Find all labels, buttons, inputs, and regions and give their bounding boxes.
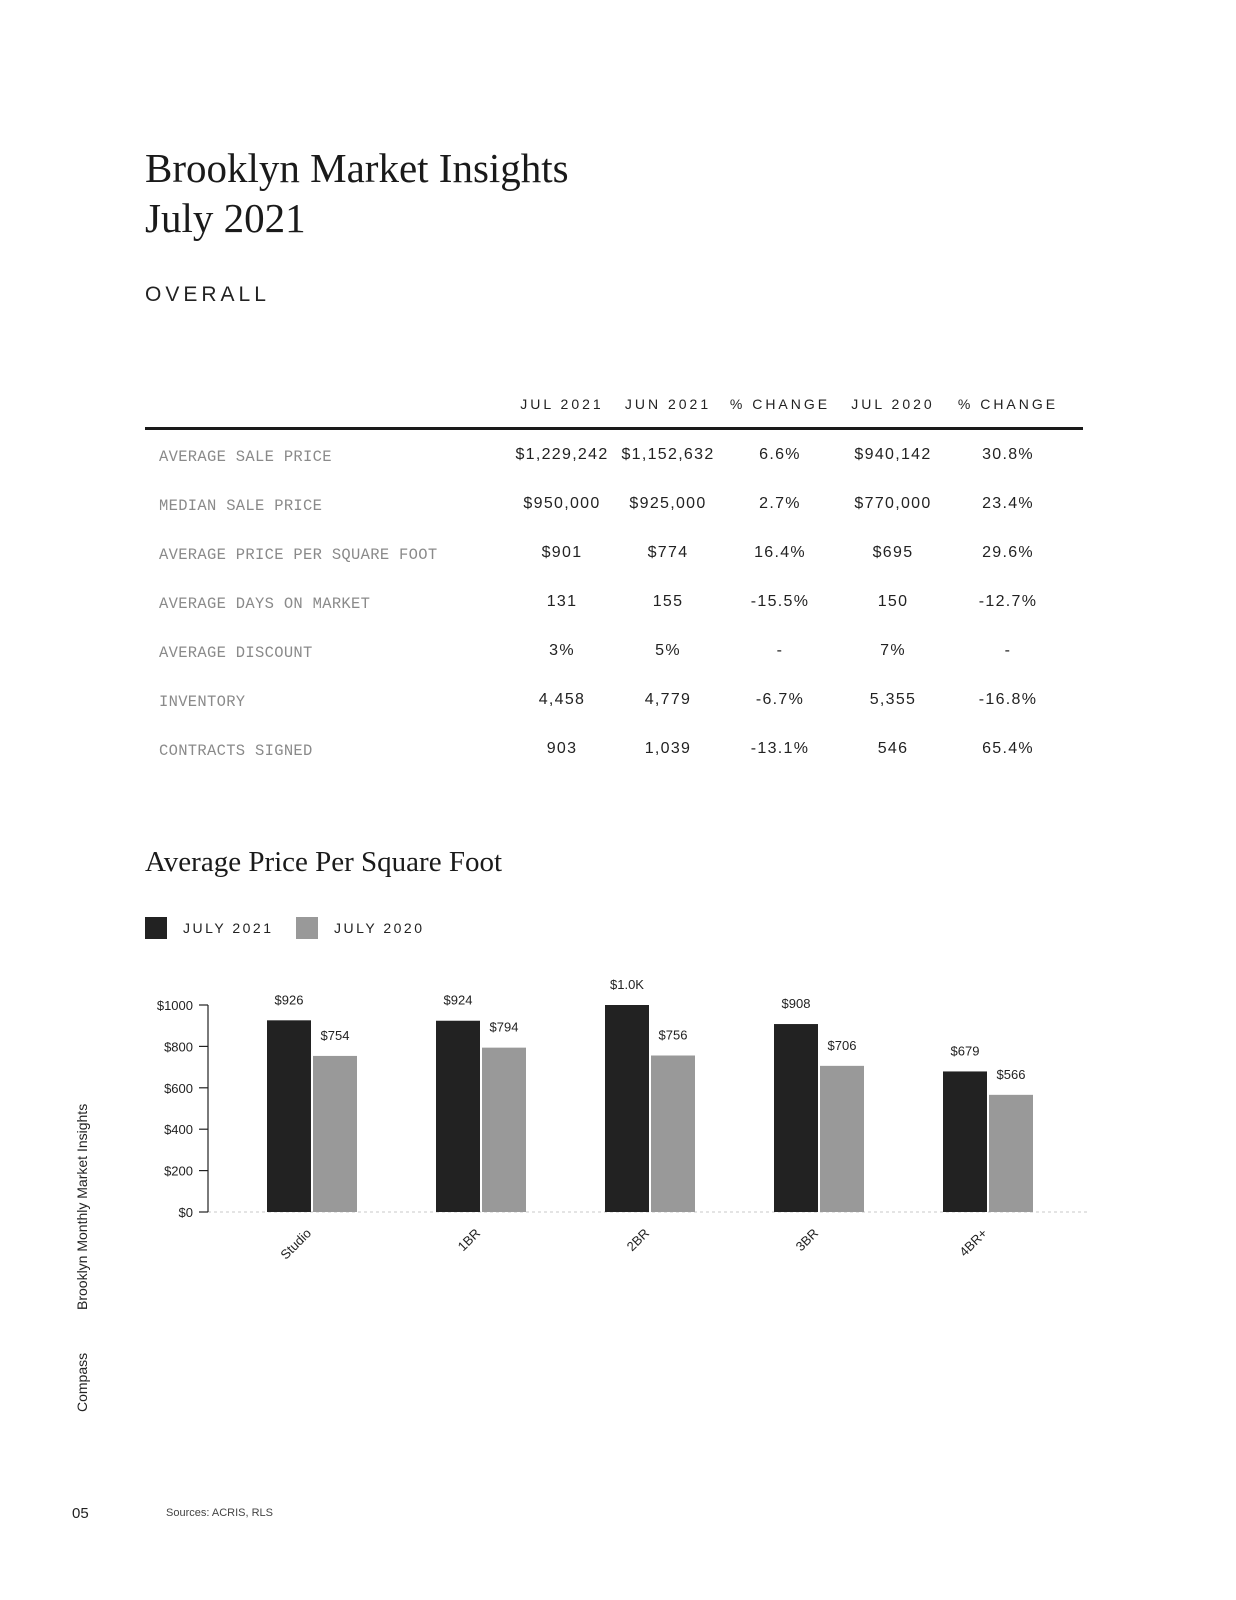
bar-value-label: $754 (320, 1027, 350, 1043)
bar-july-2021 (267, 1020, 311, 1212)
cell-yoy-change: 65.4% (982, 740, 1034, 757)
y-tick-label: $1000 (156, 998, 193, 1013)
cell-yoy-change: -16.8% (978, 691, 1038, 708)
cell-mom-change: 2.7% (759, 495, 801, 512)
sidebar-brand: Compass (74, 1352, 90, 1412)
cell-yoy-change: 29.6% (982, 544, 1034, 561)
bar-value-label: $794 (489, 1019, 519, 1035)
sidebar-publication-name: Brooklyn Monthly Market Insights (74, 1103, 90, 1310)
y-tick-label: $0 (178, 1205, 193, 1220)
cell-jul-2021: $901 (541, 544, 583, 561)
row-label: AVERAGE DAYS ON MARKET (159, 595, 371, 613)
cell-jul-2020: 5,355 (869, 691, 917, 708)
y-tick-label: $600 (164, 1080, 193, 1096)
cell-jun-2021: $925,000 (629, 495, 707, 512)
cell-jul-2020: $695 (872, 544, 914, 561)
bar-value-label: $924 (443, 992, 473, 1008)
y-tick-label: $400 (164, 1122, 193, 1138)
cell-jul-2021: $950,000 (523, 495, 601, 512)
cell-yoy-change: -12.7% (978, 593, 1038, 610)
column-header-yoy-change: % CHANGE (957, 396, 1059, 412)
legend-label-july-2021: JULY 2021 (183, 920, 274, 936)
cell-jul-2020: $770,000 (854, 495, 932, 512)
bar-value-label: $706 (827, 1037, 857, 1053)
bar-july-2021 (774, 1024, 818, 1212)
cell-mom-change: -13.1% (750, 740, 810, 757)
cell-mom-change: -6.7% (755, 691, 805, 708)
cell-jul-2021: $1,229,242 (515, 446, 609, 463)
bar-value-label: $756 (658, 1027, 688, 1043)
legend-label-july-2020: JULY 2020 (334, 920, 425, 936)
cell-jul-2021: 4,458 (538, 691, 586, 708)
cell-jul-2020: 546 (877, 740, 909, 757)
row-label: INVENTORY (159, 693, 246, 711)
row-label: AVERAGE SALE PRICE (159, 448, 332, 466)
x-tick-label: 1BR (454, 1225, 484, 1255)
cell-jul-2021: 903 (546, 740, 578, 757)
bar-value-label: $926 (274, 992, 304, 1008)
column-header-jul-2021: JUL 2021 (520, 396, 604, 412)
column-header-jul-2020: JUL 2020 (851, 396, 935, 412)
row-label: AVERAGE DISCOUNT (159, 644, 313, 662)
bar-july-2021 (436, 1021, 480, 1212)
column-header-mom-change: % CHANGE (729, 396, 831, 412)
x-tick-label: Studio (277, 1225, 315, 1263)
cell-mom-change: 6.6% (759, 446, 801, 463)
bar-value-label: $908 (781, 996, 811, 1012)
y-tick-label: $800 (164, 1039, 193, 1055)
cell-jun-2021: 155 (652, 593, 684, 610)
bar-july-2020 (989, 1095, 1033, 1212)
bar-july-2020 (820, 1066, 864, 1212)
cell-jun-2021: 1,039 (644, 740, 692, 757)
cell-jul-2021: 131 (546, 593, 578, 610)
bar-july-2021 (943, 1071, 987, 1212)
cell-yoy-change: - (1004, 642, 1012, 659)
bar-value-label: $679 (950, 1043, 980, 1059)
bar-july-2020 (313, 1056, 357, 1212)
report-title-line2: July 2021 (145, 195, 306, 241)
y-tick-label: $200 (164, 1163, 193, 1179)
sources-note: Sources: ACRIS, RLS (166, 1507, 273, 1519)
section-label-overall: OVERALL (145, 283, 270, 306)
cell-jul-2020: 7% (880, 642, 906, 659)
cell-mom-change: 16.4% (754, 544, 806, 561)
x-tick-label: 2BR (623, 1225, 653, 1255)
bar-july-2021 (605, 1005, 649, 1212)
column-header-jun-2021: JUN 2021 (624, 396, 712, 412)
cell-jul-2020: 150 (877, 593, 909, 610)
bar-july-2020 (482, 1048, 526, 1212)
cell-jul-2021: 3% (549, 642, 575, 659)
cell-jul-2020: $940,142 (854, 446, 932, 463)
cell-yoy-change: 30.8% (982, 446, 1034, 463)
row-label: AVERAGE PRICE PER SQUARE FOOT (159, 546, 438, 564)
cell-mom-change: -15.5% (750, 593, 810, 610)
report-title-line1: Brooklyn Market Insights (145, 145, 569, 191)
x-tick-label: 4BR+ (956, 1225, 991, 1260)
chart-title: Average Price Per Square Foot (145, 846, 503, 878)
row-label: CONTRACTS SIGNED (159, 742, 313, 760)
cell-yoy-change: 23.4% (982, 495, 1034, 512)
cell-jun-2021: 5% (655, 642, 681, 659)
cell-jun-2021: $1,152,632 (621, 446, 715, 463)
page-number: 05 (72, 1505, 89, 1522)
x-tick-label: 3BR (792, 1225, 822, 1255)
cell-mom-change: - (776, 642, 784, 659)
bar-value-label: $1.0K (610, 977, 644, 992)
bar-july-2020 (651, 1056, 695, 1212)
cell-jun-2021: 4,779 (644, 691, 692, 708)
row-label: MEDIAN SALE PRICE (159, 497, 323, 515)
bar-value-label: $566 (996, 1066, 1026, 1082)
cell-jun-2021: $774 (647, 544, 689, 561)
